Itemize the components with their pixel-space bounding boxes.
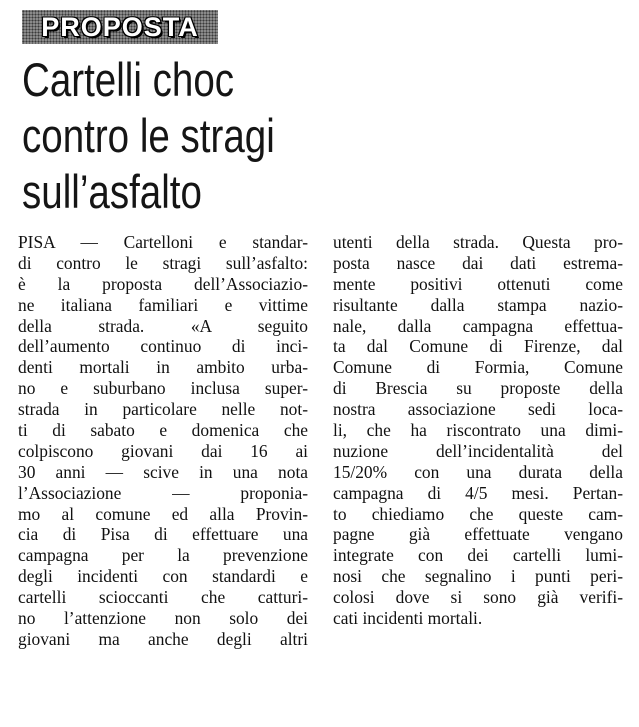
body-line: 15/20% con una durata della xyxy=(333,461,623,482)
body-line: strada in particolare nelle not- xyxy=(18,399,308,420)
body-line: li, che ha riscontrato una dimi- xyxy=(333,420,623,441)
body-line: l’Associazione — proponia- xyxy=(18,482,308,503)
article-headline xyxy=(22,52,442,220)
headline-line: Cartelli choc xyxy=(22,53,235,106)
body-line: pagne già effettuate vengano xyxy=(333,524,623,545)
body-line: cartelli scioccanti che catturi- xyxy=(18,587,308,608)
body-line: mente positivi ottenuti come xyxy=(333,273,623,294)
body-line: ne italiana familiari e vittime xyxy=(18,294,308,315)
body-line: ta dal Comune di Firenze, dal xyxy=(333,336,623,357)
body-line: colpiscono giovani dai 16 ai xyxy=(18,440,308,461)
body-line: è la proposta dell’Associazio- xyxy=(18,273,308,294)
body-line: colosi dove si sono già verifi- xyxy=(333,587,623,608)
body-line: PISA — Cartelloni e standar- xyxy=(18,232,308,252)
body-line: campagna di 4/5 mesi. Pertan- xyxy=(333,482,623,503)
body-line: nuzione dell’incidentalità del xyxy=(333,440,623,461)
kicker-label: PROPOSTA xyxy=(41,11,199,42)
headline-line: sull’asfalto xyxy=(22,165,202,218)
body-line: ti di sabato e domenica che xyxy=(18,420,308,441)
body-line: della strada. «A seguito xyxy=(18,315,308,336)
section-kicker xyxy=(22,10,218,44)
body-line: utenti della strada. Questa pro- xyxy=(333,232,623,252)
body-line: mo al comune ed alla Provin- xyxy=(18,503,308,524)
article-column-left xyxy=(18,232,308,650)
body-line: integrate con dei cartelli lumi- xyxy=(333,545,623,566)
body-line: di Brescia su proposte della xyxy=(333,378,623,399)
body-line: risultante dalla stampa nazio- xyxy=(333,294,623,315)
body-line: no e suburbano inclusa super- xyxy=(18,378,308,399)
body-line: cati incidenti mortali. xyxy=(333,608,483,629)
headline-line: contro le stragi xyxy=(22,109,275,162)
body-line: di contro le stragi sull’asfalto: xyxy=(18,252,308,273)
body-line: campagna per la prevenzione xyxy=(18,545,308,566)
body-line: nale, dalla campagna effettua- xyxy=(333,315,623,336)
body-line: to chiediamo che queste cam- xyxy=(333,503,623,524)
body-line: posta nasce dai dati estrema- xyxy=(333,252,623,273)
body-line: cia di Pisa di effettuare una xyxy=(18,524,308,545)
article-column-right xyxy=(333,232,623,629)
body-line: 30 anni — scive in una nota xyxy=(18,461,308,482)
body-line: Comune di Formia, Comune xyxy=(333,357,623,378)
body-line: degli incidenti con standardi e xyxy=(18,566,308,587)
body-line: dell’aumento continuo di inci- xyxy=(18,336,308,357)
body-line: giovani ma anche degli altri xyxy=(18,628,308,649)
body-line: nosi che segnalino i punti peri- xyxy=(333,566,623,587)
body-line: no l’attenzione non solo dei xyxy=(18,608,308,629)
body-line: denti mortali in ambito urba- xyxy=(18,357,308,378)
body-line: nostra associazione sedi loca- xyxy=(333,399,623,420)
